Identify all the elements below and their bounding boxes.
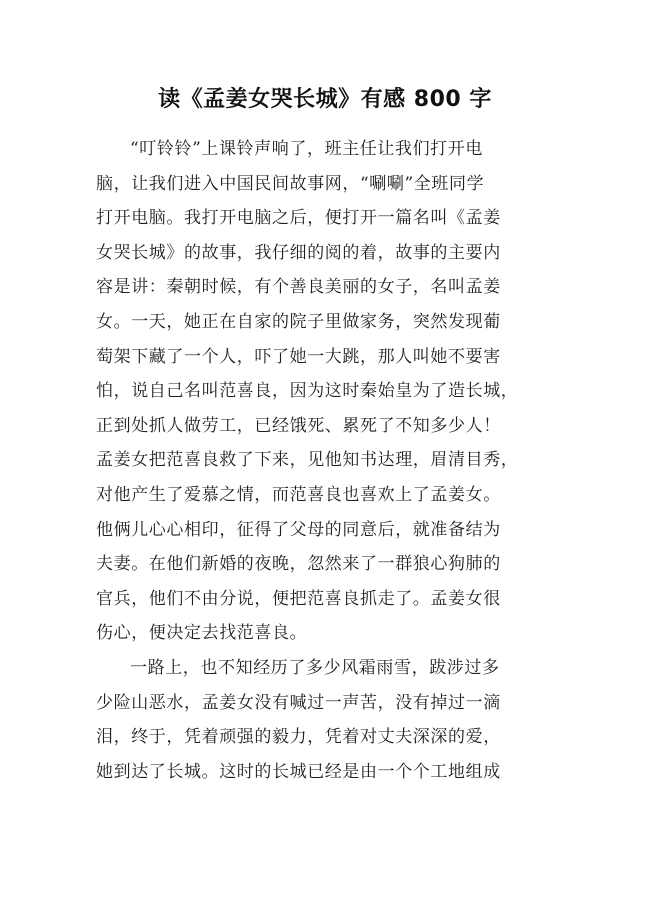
paragraph-line: 她到达了长城。这时的长城已经是由一个个工地组成: [96, 761, 501, 782]
paragraph-line: 官兵，他们不由分说，便把范喜良抓走了。孟姜女很: [96, 588, 501, 609]
paragraph-line: 女哭长城》的故事，我仔细的阅的着，故事的主要内: [96, 242, 501, 263]
paragraph-line: 泪，终于，凭着顽强的毅力，凭着对丈夫深深的爱，: [96, 727, 501, 748]
paragraph-line: 萄架下藏了一个人，吓了她一大跳，那人叫她不要害: [96, 346, 501, 367]
paragraph-line: 女。一天，她正在自家的院子里做家务，突然发现葡: [96, 311, 501, 332]
document-body: [96, 132, 566, 789]
paragraph-line: “叮铃铃”上课铃声响了，班主任让我们打开电: [130, 139, 483, 159]
paragraph-line: 容是讲：秦朝时候，有个善良美丽的女子，名叫孟姜: [96, 277, 501, 298]
document-title: 读《孟姜女哭长城》有感 800 字: [158, 87, 492, 112]
paragraph-line: 孟姜女把范喜良救了下来，见他知书达理，眉清目秀，: [96, 450, 519, 471]
paragraph-line: 正到处抓人做劳工，已经饿死、累死了不知多少人！: [96, 415, 501, 436]
paragraph-line: 对他产生了爱慕之情，而范喜良也喜欢上了孟姜女。: [96, 484, 501, 505]
paragraph-line: 脑，让我们进入中国民间故事网，“唰唰”全班同学: [96, 173, 485, 194]
paragraph-line: 他俩儿心心相印，征得了父母的同意后，就准备结为: [96, 519, 501, 540]
paragraph-line: 伤心，便决定去找范喜良。: [96, 623, 308, 644]
paragraph-line: 少险山恶水，孟姜女没有喊过一声苦，没有掉过一滴: [96, 692, 501, 713]
paragraph-line: 怕，说自己名叫范喜良，因为这时秦始皇为了造长城，: [96, 381, 519, 402]
paragraph-line: 夫妻。在他们新婚的夜晚，忽然来了一群狼心狗肺的: [96, 554, 501, 575]
paragraph-line: 一路上，也不知经历了多少风霜雨雪，跋涉过多: [130, 657, 500, 678]
paragraph-line: 打开电脑。我打开电脑之后，便打开一篇名叫《孟姜: [96, 208, 501, 229]
